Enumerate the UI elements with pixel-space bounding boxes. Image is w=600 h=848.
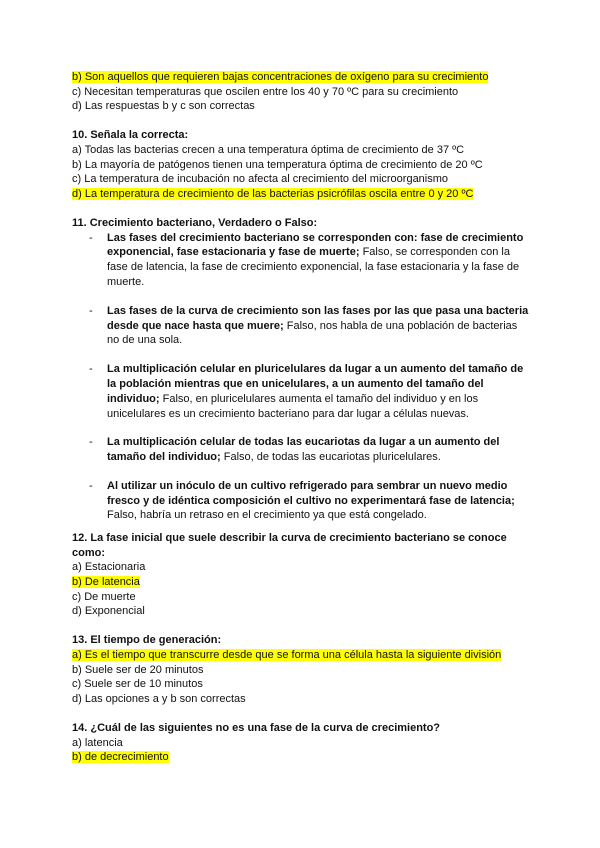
q11-item-1-answer: Falso, se corresponden con la fase de latencia, la fase de crecimiento exponencial, la fase estacionaria y la fase de muerte. [107, 246, 520, 288]
q11-item-3-answer: Falso, en pluricelulares aumenta el tamaño del individuo y en los unicelulares es un crecimiento bacteriano para dar lugar a células nuevas. [107, 392, 479, 420]
q13-option-c: c) Suele ser de 10 minutos [72, 678, 203, 691]
bullet-dash: - [89, 436, 93, 449]
q14-option-b: b) de decrecimiento [72, 751, 169, 764]
q12-option-b: b) De latencia [72, 576, 140, 589]
q11-item-2 [72, 304, 532, 348]
q9-options [72, 70, 532, 114]
q9-option-b: b) Son aquellos que requieren bajas concentraciones de oxígeno para su crecimiento [72, 71, 489, 83]
q12-option-c: c) De muerte [72, 590, 136, 603]
q10-option-b: b) La mayoría de patógenos tienen una temperatura óptima de crecimiento de 20 ºC [72, 158, 483, 171]
q11-item-5 [72, 479, 532, 523]
q10-option-a: a) Todas las bacterias crecen a una temperatura óptima de crecimiento de 37 ºC [72, 143, 465, 156]
q10-option-c: c) La temperatura de incubación no afecta al crecimiento del microorganismo [72, 173, 449, 186]
q9-option-d: d) Las respuestas b y c son correctas [72, 100, 255, 113]
q12-title-line1: 12. La fase inicial que suele describir la curva de crecimiento bacteriano se conoce [72, 532, 507, 545]
q12-title-line2: como: [72, 546, 105, 559]
bullet-dash: - [89, 231, 93, 244]
bullet-dash: - [89, 304, 93, 317]
q10-title: 10. Señala la correcta: [72, 129, 189, 142]
q9-option-c: c) Necesitan temperaturas que oscilen entre los 40 y 70 ºC para su crecimiento [72, 85, 459, 98]
bullet-dash: - [89, 363, 93, 376]
q11-item-4-statement: La multiplicación celular de todas las eucariotas da lugar a un aumento del tamaño del individuo; [107, 436, 500, 464]
q13-option-d: d) Las opciones a y b son correctas [72, 692, 246, 705]
q11-item-5-statement: Al utilizar un inóculo de un cultivo refrigerado para sembrar un nuevo medio fresco y de idéntica composición el cultivo no experimentará fase de latencia; [107, 479, 515, 507]
q11-item-5-answer: Falso, habría un retraso en el crecimiento ya que está congelado. [107, 509, 427, 522]
q13-title: 13. El tiempo de generación: [72, 634, 222, 647]
q11-item-1 [72, 231, 532, 290]
bullet-dash: - [89, 479, 93, 492]
q11-item-3-statement: La multiplicación celular en pluricelulares da lugar a un aumento del tamaño de la población mientras que en unicelulares, a un aumento del tamaño del individuo; [107, 363, 524, 405]
q13-option-b: b) Suele ser de 20 minutos [72, 663, 204, 676]
q11-item-3 [72, 362, 532, 421]
q11-title: 11. Crecimiento bacteriano, Verdadero o Falso: [72, 216, 318, 229]
q11-item-1-statement: Las fases del crecimiento bacteriano se corresponden con: fase de crecimiento exponencial, fase estacionaria y fase de muerte; [107, 231, 524, 259]
q14-option-a: a) latencia [72, 736, 123, 749]
q11-item-2-statement: Las fases de la curva de crecimiento son las fases por las que pasa una bacteria desde que nace hasta que muere; [107, 304, 529, 332]
q13-option-a: a) Es el tiempo que transcurre desde que se forma una célula hasta la siguiente división [72, 649, 502, 662]
q11-item-2-answer: Falso, nos habla de una población de bacterias no de una sola. [107, 319, 518, 347]
q12-option-a: a) Estacionaria [72, 561, 146, 574]
q10-option-d: d) La temperatura de crecimiento de las bacterias psicrófilas oscila entre 0 y 20 ºC [72, 187, 474, 200]
q14-title: 14. ¿Cuál de las siguientes no es una fase de la curva de crecimiento? [72, 722, 441, 734]
document-page [72, 70, 532, 765]
q12-option-d: d) Exponencial [72, 605, 145, 618]
q11-item-4 [72, 435, 532, 465]
q11-item-4-answer: Falso, de todas las eucariotas pluricelulares. [220, 451, 441, 464]
